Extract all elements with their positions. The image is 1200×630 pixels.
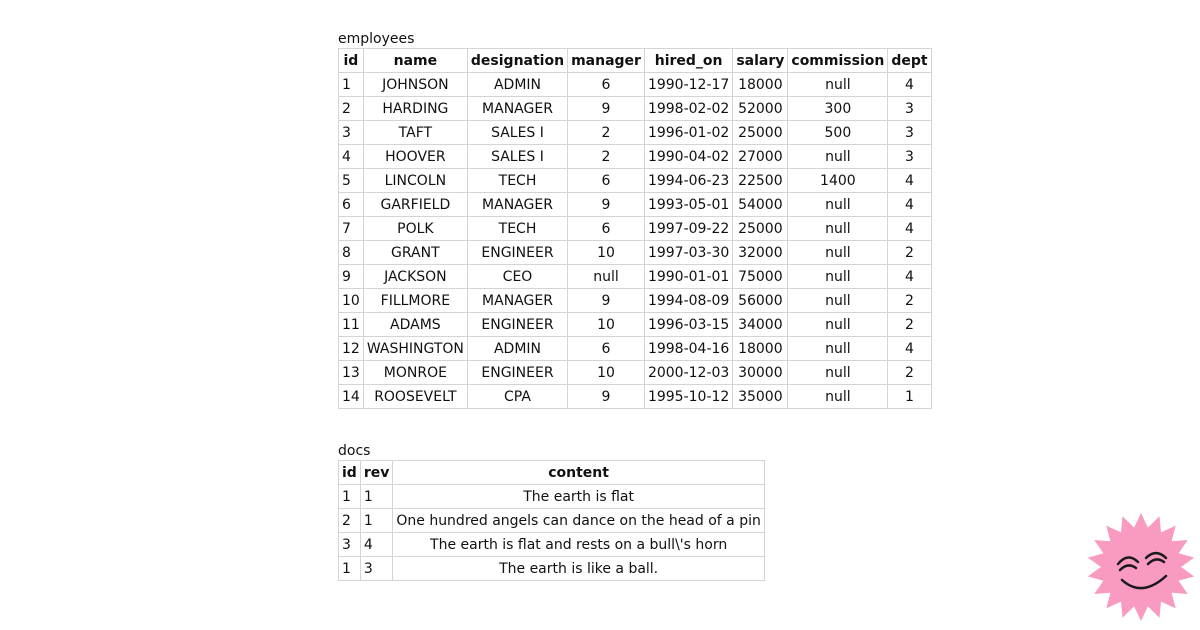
docs-cell-rev: 4 bbox=[360, 533, 393, 557]
employees-cell-dept: 3 bbox=[888, 97, 931, 121]
employees-cell-dept: 4 bbox=[888, 337, 931, 361]
docs-header-row bbox=[339, 461, 765, 485]
docs-cell-content: The earth is flat bbox=[393, 485, 765, 509]
employees-cell-salary: 18000 bbox=[733, 73, 788, 97]
employees-cell-name: ROOSEVELT bbox=[363, 385, 467, 409]
employees-cell-id: 12 bbox=[339, 337, 364, 361]
employees-cell-name: MONROE bbox=[363, 361, 467, 385]
employees-cell-manager: null bbox=[568, 265, 645, 289]
employees-cell-designation: SALES I bbox=[467, 121, 567, 145]
employees-cell-dept: 3 bbox=[888, 121, 931, 145]
employees-header-salary: salary bbox=[733, 49, 788, 73]
employees-cell-salary: 25000 bbox=[733, 217, 788, 241]
employees-cell-commission: null bbox=[788, 289, 888, 313]
employees-cell-salary: 32000 bbox=[733, 241, 788, 265]
employees-cell-id: 5 bbox=[339, 169, 364, 193]
employees-table bbox=[338, 48, 932, 409]
employees-cell-designation: MANAGER bbox=[467, 289, 567, 313]
table-row bbox=[339, 313, 932, 337]
docs-section bbox=[338, 442, 765, 581]
docs-cell-content: The earth is like a ball. bbox=[393, 557, 765, 581]
employees-cell-salary: 75000 bbox=[733, 265, 788, 289]
docs-cell-id: 1 bbox=[339, 557, 361, 581]
employees-cell-dept: 2 bbox=[888, 313, 931, 337]
employees-header-designation: designation bbox=[467, 49, 567, 73]
employees-cell-manager: 6 bbox=[568, 217, 645, 241]
employees-cell-name: JOHNSON bbox=[363, 73, 467, 97]
employees-cell-dept: 2 bbox=[888, 241, 931, 265]
employees-cell-hired-on: 1994-08-09 bbox=[644, 289, 732, 313]
employees-cell-designation: CPA bbox=[467, 385, 567, 409]
employees-cell-hired-on: 1998-02-02 bbox=[644, 97, 732, 121]
employees-cell-commission: null bbox=[788, 361, 888, 385]
employees-cell-commission: null bbox=[788, 241, 888, 265]
employees-cell-salary: 52000 bbox=[733, 97, 788, 121]
employees-cell-id: 1 bbox=[339, 73, 364, 97]
employees-cell-commission: null bbox=[788, 265, 888, 289]
employees-cell-hired-on: 1998-04-16 bbox=[644, 337, 732, 361]
employees-cell-manager: 2 bbox=[568, 145, 645, 169]
employees-cell-commission: 300 bbox=[788, 97, 888, 121]
employees-header-id: id bbox=[339, 49, 364, 73]
employees-cell-id: 14 bbox=[339, 385, 364, 409]
docs-header-id: id bbox=[339, 461, 361, 485]
table-row bbox=[339, 289, 932, 313]
employees-cell-name: GARFIELD bbox=[363, 193, 467, 217]
employees-cell-dept: 4 bbox=[888, 73, 931, 97]
employees-cell-salary: 18000 bbox=[733, 337, 788, 361]
docs-cell-rev: 3 bbox=[360, 557, 393, 581]
employees-cell-id: 2 bbox=[339, 97, 364, 121]
docs-cell-content: One hundred angels can dance on the head of a pin bbox=[393, 509, 765, 533]
smiling-sun-icon bbox=[1086, 512, 1196, 622]
employees-header-commission: commission bbox=[788, 49, 888, 73]
employees-cell-id: 4 bbox=[339, 145, 364, 169]
employees-cell-name: HOOVER bbox=[363, 145, 467, 169]
employees-cell-name: FILLMORE bbox=[363, 289, 467, 313]
employees-cell-commission: null bbox=[788, 385, 888, 409]
employees-cell-commission: null bbox=[788, 145, 888, 169]
employees-cell-hired-on: 2000-12-03 bbox=[644, 361, 732, 385]
employees-cell-id: 3 bbox=[339, 121, 364, 145]
employees-cell-id: 9 bbox=[339, 265, 364, 289]
employees-cell-id: 10 bbox=[339, 289, 364, 313]
employees-cell-hired-on: 1994-06-23 bbox=[644, 169, 732, 193]
employees-cell-salary: 34000 bbox=[733, 313, 788, 337]
employees-cell-id: 13 bbox=[339, 361, 364, 385]
table-row bbox=[339, 121, 932, 145]
table-row bbox=[339, 169, 932, 193]
employees-cell-name: HARDING bbox=[363, 97, 467, 121]
employees-cell-hired-on: 1993-05-01 bbox=[644, 193, 732, 217]
table-row bbox=[339, 361, 932, 385]
employees-cell-designation: ADMIN bbox=[467, 337, 567, 361]
employees-header-manager: manager bbox=[568, 49, 645, 73]
employees-cell-hired-on: 1996-03-15 bbox=[644, 313, 732, 337]
employees-cell-hired-on: 1990-01-01 bbox=[644, 265, 732, 289]
docs-cell-id: 1 bbox=[339, 485, 361, 509]
employees-cell-manager: 9 bbox=[568, 97, 645, 121]
employees-cell-id: 11 bbox=[339, 313, 364, 337]
employees-cell-dept: 3 bbox=[888, 145, 931, 169]
table-row bbox=[339, 265, 932, 289]
table-row bbox=[339, 145, 932, 169]
employees-cell-dept: 2 bbox=[888, 361, 931, 385]
employees-cell-dept: 4 bbox=[888, 217, 931, 241]
employees-cell-manager: 9 bbox=[568, 193, 645, 217]
employees-header-hired-on: hired_on bbox=[644, 49, 732, 73]
employees-cell-manager: 9 bbox=[568, 289, 645, 313]
employees-cell-dept: 4 bbox=[888, 265, 931, 289]
employees-cell-manager: 6 bbox=[568, 73, 645, 97]
table-row bbox=[339, 557, 765, 581]
employees-cell-salary: 35000 bbox=[733, 385, 788, 409]
employees-cell-dept: 4 bbox=[888, 193, 931, 217]
employees-cell-name: JACKSON bbox=[363, 265, 467, 289]
employees-cell-manager: 6 bbox=[568, 169, 645, 193]
employees-cell-hired-on: 1997-09-22 bbox=[644, 217, 732, 241]
employees-cell-salary: 54000 bbox=[733, 193, 788, 217]
employees-cell-id: 8 bbox=[339, 241, 364, 265]
employees-header-name: name bbox=[363, 49, 467, 73]
employees-cell-name: ADAMS bbox=[363, 313, 467, 337]
docs-cell-content: The earth is flat and rests on a bull\'s horn bbox=[393, 533, 765, 557]
docs-cell-id: 3 bbox=[339, 533, 361, 557]
employees-caption: employees bbox=[338, 31, 415, 47]
table-row bbox=[339, 97, 932, 121]
employees-cell-manager: 10 bbox=[568, 241, 645, 265]
employees-cell-id: 6 bbox=[339, 193, 364, 217]
table-row bbox=[339, 217, 932, 241]
employees-cell-dept: 1 bbox=[888, 385, 931, 409]
table-row bbox=[339, 385, 932, 409]
employees-cell-designation: MANAGER bbox=[467, 193, 567, 217]
employees-cell-hired-on: 1995-10-12 bbox=[644, 385, 732, 409]
employees-cell-salary: 25000 bbox=[733, 121, 788, 145]
employees-cell-designation: CEO bbox=[467, 265, 567, 289]
employees-cell-salary: 30000 bbox=[733, 361, 788, 385]
employees-cell-manager: 9 bbox=[568, 385, 645, 409]
employees-cell-name: GRANT bbox=[363, 241, 467, 265]
employees-cell-commission: 1400 bbox=[788, 169, 888, 193]
employees-cell-commission: null bbox=[788, 337, 888, 361]
employees-cell-manager: 10 bbox=[568, 313, 645, 337]
employees-cell-designation: TECH bbox=[467, 169, 567, 193]
docs-header-rev: rev bbox=[360, 461, 393, 485]
employees-cell-manager: 6 bbox=[568, 337, 645, 361]
employees-cell-commission: null bbox=[788, 73, 888, 97]
docs-caption: docs bbox=[338, 443, 371, 459]
employees-cell-designation: SALES I bbox=[467, 145, 567, 169]
table-row bbox=[339, 533, 765, 557]
employees-cell-hired-on: 1990-04-02 bbox=[644, 145, 732, 169]
employees-cell-designation: MANAGER bbox=[467, 97, 567, 121]
employees-cell-salary: 22500 bbox=[733, 169, 788, 193]
employees-cell-commission: null bbox=[788, 313, 888, 337]
employees-section bbox=[338, 30, 932, 409]
table-row bbox=[339, 485, 765, 509]
docs-table bbox=[338, 460, 765, 581]
employees-cell-dept: 2 bbox=[888, 289, 931, 313]
employees-cell-hired-on: 1996-01-02 bbox=[644, 121, 732, 145]
employees-cell-name: LINCOLN bbox=[363, 169, 467, 193]
employees-cell-id: 7 bbox=[339, 217, 364, 241]
employees-cell-dept: 4 bbox=[888, 169, 931, 193]
employees-cell-manager: 10 bbox=[568, 361, 645, 385]
docs-cell-rev: 1 bbox=[360, 509, 393, 533]
docs-cell-rev: 1 bbox=[360, 485, 393, 509]
employees-cell-salary: 27000 bbox=[733, 145, 788, 169]
employees-cell-commission: 500 bbox=[788, 121, 888, 145]
employees-cell-hired-on: 1997-03-30 bbox=[644, 241, 732, 265]
employees-cell-designation: TECH bbox=[467, 217, 567, 241]
employees-cell-name: POLK bbox=[363, 217, 467, 241]
employees-cell-designation: ENGINEER bbox=[467, 241, 567, 265]
table-row bbox=[339, 509, 765, 533]
table-row bbox=[339, 193, 932, 217]
employees-cell-commission: null bbox=[788, 217, 888, 241]
docs-cell-id: 2 bbox=[339, 509, 361, 533]
employees-cell-commission: null bbox=[788, 193, 888, 217]
employees-cell-designation: ADMIN bbox=[467, 73, 567, 97]
table-row bbox=[339, 241, 932, 265]
employees-cell-hired-on: 1990-12-17 bbox=[644, 73, 732, 97]
table-row bbox=[339, 73, 932, 97]
employees-header-row bbox=[339, 49, 932, 73]
employees-cell-manager: 2 bbox=[568, 121, 645, 145]
employees-cell-salary: 56000 bbox=[733, 289, 788, 313]
table-row bbox=[339, 337, 932, 361]
employees-cell-name: TAFT bbox=[363, 121, 467, 145]
employees-header-dept: dept bbox=[888, 49, 931, 73]
docs-header-content: content bbox=[393, 461, 765, 485]
employees-cell-designation: ENGINEER bbox=[467, 313, 567, 337]
employees-cell-designation: ENGINEER bbox=[467, 361, 567, 385]
employees-cell-name: WASHINGTON bbox=[363, 337, 467, 361]
